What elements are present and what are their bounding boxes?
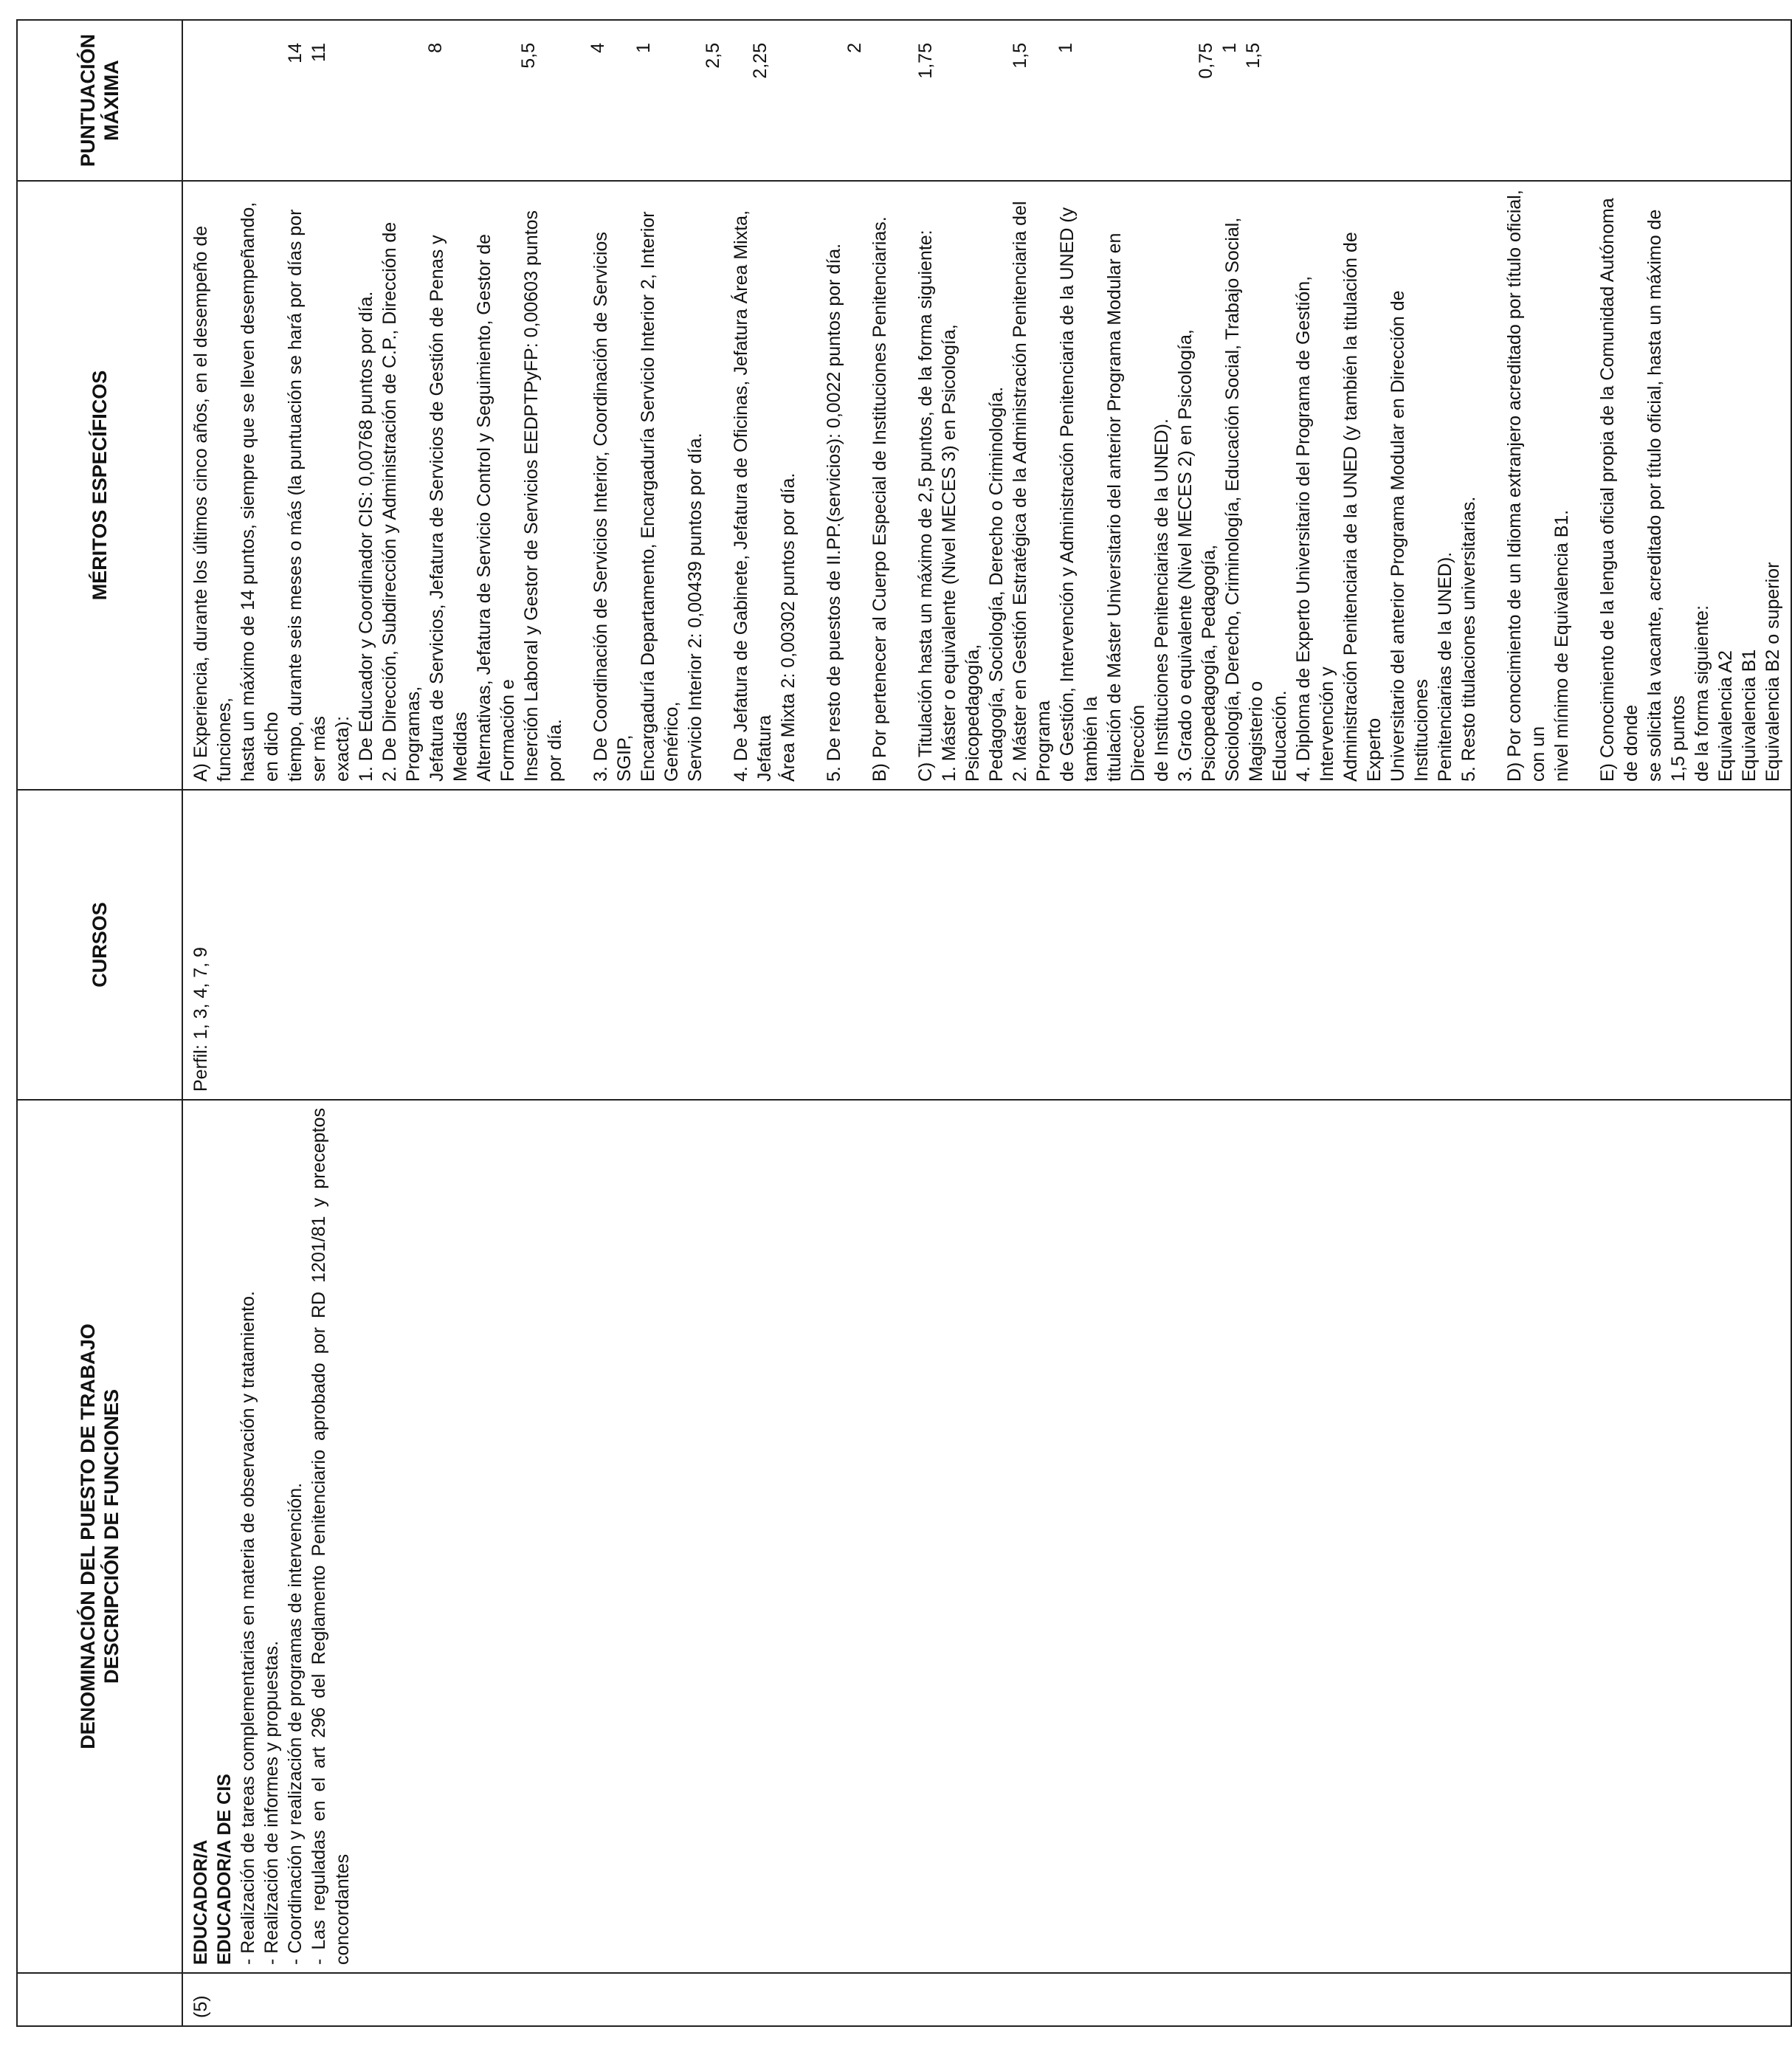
job-title: EDUCADOR/A [190,1839,211,1965]
merito-line: Servicio Interior 2: 0,00439 puntos por día. [685,433,706,782]
funcion-item: - Las reguladas en el art 296 del Reglamento Penitenciario aprobado por RD 1201/81 y preceptos concordantes [309,1108,353,1965]
merito-line: Encargaduría Departamento, Encargaduría Servicio Interior 2, Interior Genérico, [638,211,682,782]
puntuacion-value: 1 [1219,43,1240,53]
merito-line: tiempo, durante seis meses o más (la puntuación se hará por días por ser más [285,209,329,782]
merito-line: Equivalencia A2 [1715,650,1736,782]
merito-line: Equivalencia B2 o superior [1762,562,1783,782]
meritos-cell [182,181,1791,790]
puntuacion-value [189,28,213,173]
puntuacion-value [1171,28,1194,173]
puntuacion-value [447,28,471,173]
puntuacion-value: 2 [844,43,865,53]
block-gap [1574,189,1596,782]
puntuacion-value [678,28,701,173]
header-puntuacion [17,20,182,181]
puntuacion-value [796,28,819,173]
puntuacion-value [985,28,1008,173]
header-row [17,20,182,2026]
puntuacion-value [961,28,985,173]
merito-line: exacta): [332,716,353,782]
block-gap [800,189,822,782]
job-subtitle: EDUCADOR/A DE CIS [214,1774,235,1965]
header-meritos: MÉRITOS ESPECÍFICOS [17,181,182,790]
header-puntuacion-line1: PUNTUACIÓN [77,34,99,167]
merito-line: Penitenciarias de la UNED). [1435,551,1455,782]
puntuacion-value: 4 [587,43,608,53]
merito-line: Equivalencia B1 [1739,649,1760,782]
merito-line: 2. Máster en Gestión Estratégica de la Administración Penitenciaria del Programa [1010,201,1054,782]
merito-line: nivel mínimo de Equivalencia B1. [1551,509,1572,782]
funcion-item: - Coordinación y realización de programas de intervención. [285,1482,306,1965]
merito-line: 5. De resto de puestos de II.PP.(servicios): 0,0022 puntos por día. [824,243,844,782]
puntuacion-value [540,28,564,173]
block-gap [707,189,729,782]
block-gap [1101,28,1123,173]
merito-line: de Gestión, Intervención y Administración Penitenciaria de la UNED (y también la [1057,207,1101,782]
block-gap [402,28,424,173]
block-gap [1481,189,1503,782]
merito-line: Pedagogía, Sociología, Derecho o Criminología. [986,386,1007,782]
puntuacion-value [772,28,796,173]
puntuacion-cell [182,20,1791,181]
merito-line: 1. De Educador y Coordinador CIS: 0,00768 puntos por día. [356,291,376,782]
puntuacion-value [1078,28,1101,173]
puntuacion-value: 2,5 [703,43,723,69]
puntuacion-value [354,28,378,173]
puntuacion-value: 5,5 [518,43,539,69]
puntuacion-value: 11 [309,43,329,62]
block-gap [610,28,632,173]
header-denominacion-line1: DENOMINACIÓN DEL PUESTO DE TRABAJO [77,1323,99,1749]
puntuacion-value [819,28,843,173]
block-gap [494,28,517,173]
puestos-table [16,19,1792,2027]
puntuacion-value [471,28,494,173]
merito-line: A) Experiencia, durante los últimos cinco años, en el desempeño de funciones, [190,225,235,782]
puntuacion-value: 1 [633,43,654,53]
merito-line: Área Mixta 2: 0,00302 puntos por día. [778,472,799,782]
merito-line: Alternativas, Jefatura de Servicio Control y Seguimiento, Gestor de Formación e [474,233,518,782]
merito-line: Sociología, Derecho, Criminología, Educación Social, Trabajo Social, Magisterio o [1222,217,1267,782]
block-gap [567,189,589,782]
block-gap [564,28,586,173]
puntuacion-value [725,28,748,173]
merito-line: 4. Diploma de Experto Universitario del Programa de Gestión, Intervención y [1293,275,1337,782]
merito-line: D) Por conocimiento de un Idioma extranjero acreditado por título oficial, con un [1504,190,1548,782]
merito-line: E) Conocimiento de la lengua oficial propia de la Comunidad Autónoma de donde [1597,198,1641,782]
header-number [17,1973,182,2026]
puntuacion-value [378,28,402,173]
merito-line: 3. De Coordinación de Servicios Interior, Coordinación de Servicios SGIP, [590,232,635,782]
header-puntuacion-line2: MÁXIMA [100,60,123,141]
funcion-item: - Realización de informes y propuestas. [261,1640,282,1965]
puntuacion-value [1147,28,1171,173]
puntuacion-value: 1,75 [915,43,936,79]
merito-line: Educación. [1269,690,1290,782]
puntuacion-value: 8 [425,43,446,53]
puntuacion-value: 14 [285,43,306,63]
block-gap [655,28,678,173]
cursos-cell: Perfil: 1, 3, 4, 7, 9 [182,790,1791,1100]
merito-line: B) Por pertenecer al Cuerpo Especial de Instituciones Penitenciarias. [869,216,890,782]
merito-line: 1. Máster o equivalente (Nivel MECES 3) en Psicología, Psicopedagogía, [939,324,983,782]
block-gap [1032,28,1054,173]
puntuacion-value [260,28,283,173]
merito-line: de la forma siguiente: [1692,605,1712,782]
block-gap [892,189,914,782]
puntuacion-value [890,28,914,173]
merito-line: Inserción Laboral y Gestor de Servicios EEDPTPyFP: 0,00603 puntos por día. [521,210,565,782]
puntuacion-value [213,28,236,173]
merito-line: de Instituciones Penitenciarias de la UNED). [1151,419,1172,782]
puntuacion-value: 2,25 [750,43,771,79]
puntuacion-value [866,28,890,173]
puntuacion-value [1123,28,1147,173]
merito-line: 5. Resto titulaciones universitarias. [1458,496,1479,782]
merito-line: se solicita la vacante, acreditado por título oficial, hasta un máximo de 1,5 puntos [1644,209,1689,782]
merito-line: C) Titulación hasta un máximo de 2,5 puntos, de la forma siguiente: [915,230,936,782]
puntuacion-value: 1,5 [1010,43,1030,69]
header-denominacion [17,1100,182,1973]
puntuacion-value [236,28,260,173]
funcion-item: - Realización de tareas complementarias en materia de observación y tratamiento. [238,1291,258,1965]
merito-line: Universitario del anterior Programa Modular en Dirección de Instituciones [1388,290,1432,782]
merito-line: 4. De Jefatura de Gabinete, Jefatura de Oficinas, Jefatura Área Mixta, Jefatura [731,210,775,782]
merito-line: Jefatura de Servicios, Jefatura de Servicios de Gestión de Penas y Medidas [427,235,471,782]
row-number: (5) [182,1973,1791,2026]
puntuacion-value [937,28,961,173]
puntuacion-value: 0,75 [1196,43,1216,79]
puntuacion-value: 1 [1055,43,1076,53]
block-gap [846,189,868,782]
header-cursos: CURSOS [17,790,182,1100]
merito-line: 3. Grado o equivalente (Nivel MECES 2) en Psicología, Psicopedagogía, Pedagogía, [1175,329,1219,782]
merito-line: hasta un máximo de 14 puntos, siempre que se lleven desempeñando, en dicho [238,202,282,782]
header-denominacion-line2: DESCRIPCIÓN DE FUNCIONES [100,1388,123,1684]
puntuacion-value [331,28,354,173]
merito-line: titulación de Máster Universitario del anterior Programa Modular en Dirección [1104,233,1148,782]
denominacion-cell [182,1100,1791,1973]
merito-line: Administración Penitenciaria de la UNED (y también la titulación de Experto [1340,232,1385,782]
merito-line: 2. De Dirección, Subdirección y Administración de C.P., Dirección de Programas, [379,221,424,782]
table-row [182,20,1791,2026]
puntuacion-value: 1,5 [1243,43,1264,69]
